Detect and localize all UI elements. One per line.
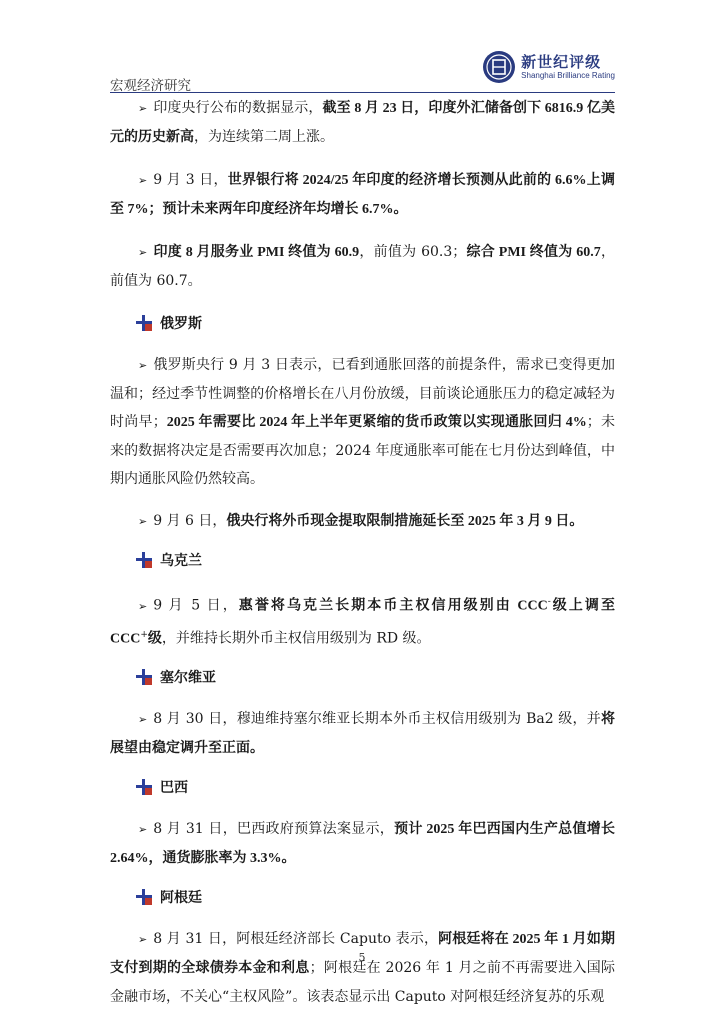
page-number: 5 (358, 951, 366, 964)
section-title: 巴西 (160, 780, 188, 797)
section-marker-icon (136, 889, 152, 905)
section-marker-icon (136, 779, 152, 795)
header-divider (110, 92, 615, 93)
arrow-bullet-icon: ➢ (138, 174, 148, 187)
paragraph-serbia-rating: ➢ 8 月 30 日，穆迪维持塞尔维亚长期本外币主权信用级别为 Ba2 级，并将展望由稳定调升至正面。 (110, 711, 615, 757)
paragraph-india-reserves: ➢ 印度央行公布的数据显示，截至 8 月 23 日，印度外汇储备创下 6816.9 亿美元的历史新高，为连续第二周上涨。 (110, 100, 616, 145)
section-marker-icon (136, 315, 152, 331)
arrow-bullet-icon: ➢ (138, 599, 148, 613)
section-title: 阿根廷 (160, 890, 202, 907)
brand-emblem-icon (482, 50, 516, 84)
logo-english-name: Shanghai Brilliance Rating (521, 70, 615, 80)
brand-logo (482, 50, 615, 84)
paragraph-russia-cash: ➢ 9 月 6 日，俄央行将外币现金提取限制措施延长至 2025 年 3 月 9 日。 (138, 513, 584, 529)
section-title: 俄罗斯 (160, 316, 202, 332)
logo-chinese-name: 新世纪评级 (521, 52, 602, 71)
section-serbia (136, 663, 615, 691)
arrow-bullet-icon: ➢ (138, 713, 148, 727)
page-header (110, 48, 615, 94)
paragraph-india-growth: ➢ 9 月 3 日，世界银行将 2024/25 年印度的经济增长预测从此前的 6.6%上调至 7%；预计未来两年印度经济年均增长 6.7%。 (110, 172, 615, 217)
arrow-bullet-icon: ➢ (138, 515, 148, 528)
section-marker-icon (136, 669, 152, 685)
arrow-bullet-icon: ➢ (138, 102, 148, 115)
section-russia (136, 309, 615, 337)
paragraph-india-pmi: ➢ 印度 8 月服务业 PMI 终值为 60.9，前值为 60.3；综合 PMI 终值为 60.7，前值为 60.7。 (110, 244, 616, 289)
arrow-bullet-icon: ➢ (138, 359, 148, 372)
paragraph-brazil-budget: ➢ 8 月 31 日，巴西政府预算法案显示，预计 2025 年巴西国内生产总值增长 2.64%，通货膨胀率为 3.3%。 (110, 821, 616, 867)
section-brazil (136, 773, 615, 801)
paragraph-russia-policy: ➢ 俄罗斯央行 9 月 3 日表示，已看到通胀回落的前提条件，需求已变得更加温和；经过季节性调整的价格增长在八月份放缓，目前谈论通胀压力的稳定减轻为时尚早；2025 年需要比 2024 年上半年更紧缩的货币政策以实现通胀回归 4%；未来的数据将决定是否需要再次加息；2024 年度通胀率可能在七月份达到峰值，中期内通胀风险仍然较高。 (110, 357, 616, 487)
header-title: 宏观经济研究 (110, 78, 191, 94)
arrow-bullet-icon: ➢ (138, 933, 148, 947)
paragraph-argentina-debt: ➢ 8 月 31 日，阿根廷经济部长 Caputo 表示，阿根廷将在 2025 年 1 月如期支付到期的全球债券本金和利息；阿根廷在 2026 年 1 月之前不再需要进入国际金融市场，不关心“主权风险”。该表态显示出 Caputo 对阿根廷经济复苏的乐观 (110, 931, 616, 1006)
section-title: 塞尔维亚 (160, 670, 216, 687)
report-body (110, 94, 615, 1011)
section-argentina (136, 883, 615, 911)
arrow-bullet-icon: ➢ (138, 246, 148, 259)
arrow-bullet-icon: ➢ (138, 823, 148, 837)
section-ukraine (136, 546, 615, 574)
paragraph-ukraine-rating: ➢ 9 月 5 日，惠誉将乌克兰长期本币主权信用级别由 CCC-级上调至 CCC+级，并维持长期外币主权信用级别为 RD 级。 (110, 597, 615, 647)
section-title: 乌克兰 (160, 553, 202, 569)
section-marker-icon (136, 552, 152, 568)
